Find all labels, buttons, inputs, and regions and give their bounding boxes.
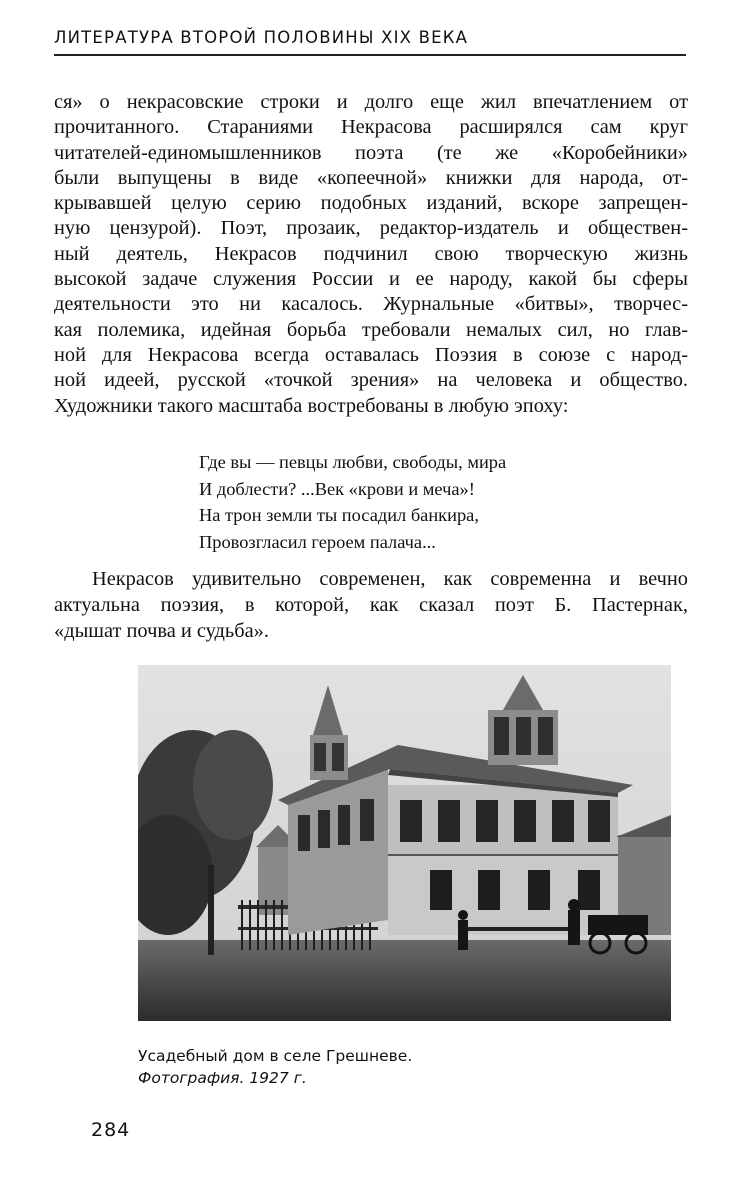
- caption-title: Усадебный дом в селе Грешневе.: [138, 1047, 413, 1065]
- body-line: деятельности это ни касалось. Журнальные «битвы», творчес-: [54, 293, 688, 316]
- body-line: ную цензурой). Поэт, прозаик, редактор-издатель и обществен-: [54, 217, 688, 240]
- poem-line: На трон земли ты посадил банкира,: [199, 505, 479, 525]
- closing-paragraph: [54, 566, 688, 644]
- body-paragraph: [54, 90, 688, 419]
- body-line: ной идеей, русской «точкой зрения» на человека и общество.: [54, 369, 688, 392]
- caption-credit: Фотография. 1927 г.: [138, 1069, 307, 1087]
- poem-line: И доблести? ...Век «крови и меча»!: [199, 478, 475, 499]
- body-line: ся» о некрасовские строки и долго еще жил впечатлением от: [54, 91, 688, 113]
- manor-house-photo: [138, 665, 671, 1021]
- body-line: крывавшей целую серию подобных изданий, вскоре запрещен-: [54, 192, 688, 215]
- body-line: читателей-единомышленников поэта (те же «Коробейники»: [54, 141, 688, 164]
- body-line: высокой задаче служения России и ее народу, какой бы сферы: [54, 268, 688, 291]
- body-line: прочитанного. Стараниями Некрасова расширялся сам круг: [54, 116, 688, 139]
- photo-illustration: [138, 665, 671, 1021]
- body-line: Художники такого масштаба востребованы в любую эпоху:: [54, 394, 569, 417]
- body-line: были выпущены в виде «копеечной» книжки для народа, от-: [54, 166, 688, 189]
- photo-caption: [138, 1045, 412, 1089]
- body-line: Некрасов удивительно современен, как современна и вечно: [92, 568, 688, 590]
- page-number: 284: [91, 1119, 131, 1141]
- body-line: «дышат почва и судьба».: [54, 620, 269, 642]
- running-header: [54, 26, 686, 56]
- body-line: актуальна поэзия, в которой, как сказал поэт Б. Пастернак,: [54, 594, 688, 616]
- poem-quote: [199, 449, 506, 555]
- body-line: ный деятель, Некрасов подчинил свою творческую жизнь: [54, 242, 688, 265]
- poem-line: Провозгласил героем палача...: [199, 531, 436, 552]
- body-line: ной для Некрасова всегда оставалась Поэзия в союзе с народ-: [54, 343, 688, 366]
- body-line: кая полемика, идейная борьба требовали немалых сил, но глав-: [54, 318, 688, 341]
- header-title: ЛИТЕРАТУРА ВТОРОЙ ПОЛОВИНЫ XIX ВЕКА: [54, 28, 469, 47]
- poem-line: Где вы — певцы любви, свободы, мира: [199, 452, 507, 472]
